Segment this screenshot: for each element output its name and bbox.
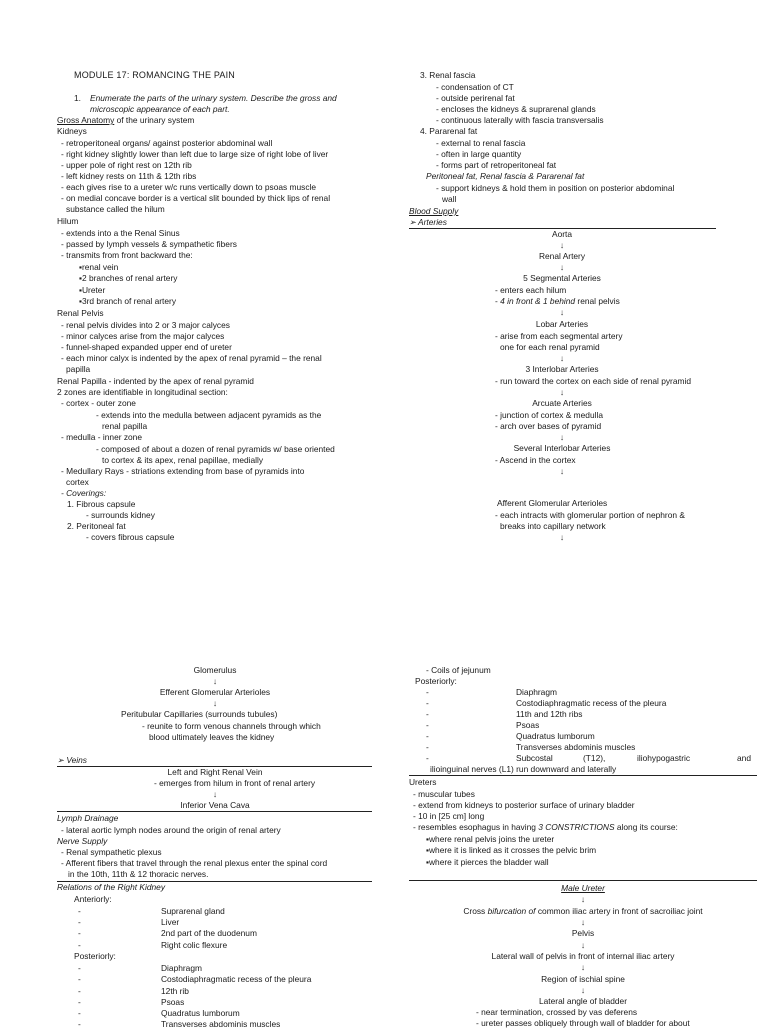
list-dash: - — [78, 906, 81, 916]
down-arrow-icon: ↓ — [559, 387, 565, 397]
renal-fascia-item: - continuous laterally with fascia transversalis — [436, 115, 604, 125]
arteries-label: Arteries — [418, 217, 447, 227]
peritoneal-fat-detail: - covers fibrous capsule — [86, 532, 175, 542]
subcostal-word: and — [737, 753, 751, 763]
fats-detail: wall — [442, 194, 457, 204]
list-dash: - — [426, 709, 429, 719]
male-ureter-divider — [409, 880, 757, 881]
veins-label: Veins — [66, 755, 87, 765]
list-dash: - — [426, 753, 429, 763]
inferior-vena-cava: Inferior Vena Cava — [180, 800, 250, 810]
hilum-bullet-text: Ureter — [81, 285, 106, 295]
pararenal-fat-item: - forms part of retroperitoneal fat — [436, 160, 557, 170]
down-arrow-icon: ↓ — [580, 940, 586, 950]
renal-pelvis-item: papilla — [66, 364, 91, 374]
gross-anatomy-label: Gross Anatomy — [57, 115, 115, 125]
fibrous-capsule-detail: - surrounds kidney — [86, 510, 155, 520]
medullary-rays: cortex — [66, 477, 89, 487]
list-dash: - — [78, 928, 81, 938]
pelvis: Pelvis — [571, 928, 595, 938]
gross-anatomy-rest: of the urinary system — [114, 115, 195, 125]
ant-item: Suprarenal gland — [161, 906, 225, 916]
down-arrow-icon: ↓ — [580, 962, 586, 972]
flow-renal-artery: Renal Artery — [538, 251, 586, 261]
list-dash: - — [426, 687, 429, 697]
hilum-bullet-text: 2 branches of renal artery — [81, 273, 178, 283]
flow-afferent-detail: breaks into capillary network — [500, 521, 606, 531]
medulla-detail: - composed of about a dozen of renal pyramids w/ base oriented — [96, 444, 335, 454]
kidneys-item: - retroperitoneal organs/ against posterior abdominal wall — [61, 138, 273, 148]
down-arrow-icon: ↓ — [559, 262, 565, 272]
ureter-item: - extend from kidneys to posterior surface of urinary bladder — [413, 800, 635, 810]
post-item: Costodiaphragmatic recess of the pleura — [161, 974, 312, 984]
list-dash: - — [78, 1008, 81, 1018]
down-arrow-icon: ↓ — [559, 532, 565, 542]
cortex-detail: renal papilla — [102, 421, 148, 431]
hilum-bullet: ▪Ureter — [79, 285, 106, 295]
constriction-text: where it is linked as it crosses the pelvic brim — [428, 845, 597, 855]
kidneys-item: substance called the hilum — [66, 204, 165, 214]
constriction-text: where it pierces the bladder wall — [428, 857, 549, 867]
module-title: MODULE 17: ROMANCING THE PAIN — [74, 70, 235, 80]
medulla-line: - medulla - inner zone — [61, 432, 142, 442]
list-dash: - — [78, 974, 81, 984]
cross-italic: bifurcation of — [487, 906, 536, 916]
renal-pelvis-item: - renal pelvis divides into 2 or 3 major calyces — [61, 320, 230, 330]
lateral-angle-bladder: Lateral angle of bladder — [538, 996, 627, 1006]
cortex-line: - cortex - outer zone — [61, 398, 136, 408]
nerve-detail: in the 10th, 11th & 12 thoracic nerves. — [68, 869, 209, 879]
flow-lobar: Lobar Arteries — [535, 319, 589, 329]
down-arrow-icon: ↓ — [559, 432, 565, 442]
kidneys-item: - left kidney rests on 11th & 12th ribs — [61, 171, 197, 181]
renal-fascia-item: - condensation of CT — [436, 82, 514, 92]
list-dash: - — [426, 742, 429, 752]
list-dash: - — [426, 720, 429, 730]
post-item: Transverses abdominis muscles — [161, 1019, 281, 1029]
hilum-bullet-text: renal vein — [81, 262, 119, 272]
renal-pelvis-item: - each minor calyx is indented by the apex of renal pyramid – the renal — [61, 353, 322, 363]
ivc-divider — [57, 811, 372, 812]
hilum-item: - extends into a the Renal Sinus — [61, 228, 180, 238]
coils-jejunum: - Coils of jejunum — [426, 665, 491, 675]
list-dash: - — [78, 997, 81, 1007]
kidneys-item: - on medial concave border is a vertical slit bounded by thick lips of renal — [61, 193, 331, 203]
kidneys-item: - each gives rise to a ureter w/c runs vertically down to psoas muscle — [61, 182, 317, 192]
nerve-heading: Nerve Supply — [57, 836, 108, 846]
list-dash: - — [426, 698, 429, 708]
efferent-arterioles: Efferent Glomerular Arterioles — [159, 687, 271, 697]
seg-italic: 4 in front & 1 behind — [500, 296, 576, 306]
posteriorly-label: Posteriorly: — [74, 951, 116, 961]
lateral-wall-pelvis: Lateral wall of pelvis in front of internal iliac artery — [491, 951, 675, 961]
renal-fascia-item: - encloses the kidneys & suprarenal glands — [436, 104, 596, 114]
hilum-bullet: ▪renal vein — [79, 262, 119, 272]
subcostal-continued: ilioinguinal nerves (L1) run downward and laterally — [430, 764, 617, 774]
flow-segmental-detail: - 4 in front & 1 behind renal pelvis — [495, 296, 620, 306]
fats-summary: Peritoneal fat, Renal fascia & Pararenal fat — [426, 171, 585, 181]
flow-several-interlobar: Several Interlobar Arteries — [513, 443, 611, 453]
question-number: 1. — [74, 93, 81, 103]
question-text: Enumerate the parts of the urinary system. Describe the gross and microscopic appearance of each part. — [90, 93, 337, 115]
arrow-bullet-icon: ➢ — [409, 217, 419, 227]
renal-pelvis-item: - minor calyces arise from the major calyces — [61, 331, 225, 341]
lymph-heading: Lymph Drainage — [57, 813, 119, 823]
flow-arcuate-detail: - arch over bases of pyramid — [495, 421, 602, 431]
glomerulus: Glomerulus — [193, 665, 237, 675]
down-arrow-icon: ↓ — [580, 917, 586, 927]
down-arrow-icon: ↓ — [212, 698, 218, 708]
flow-lobar-detail: - arise from each segmental artery — [495, 331, 623, 341]
post-item: 12th rib — [161, 986, 189, 996]
down-arrow-icon: ↓ — [559, 353, 565, 363]
hilum-bullet: ▪2 branches of renal artery — [79, 273, 178, 283]
down-arrow-icon: ↓ — [212, 676, 218, 686]
post-item: Psoas — [161, 997, 185, 1007]
renal-pelvis-heading: Renal Pelvis — [57, 308, 104, 318]
constriction-bullet: ▪where renal pelvis joins the ureter — [426, 834, 555, 844]
constriction-bullet: ▪where it pierces the bladder wall — [426, 857, 549, 867]
constrictions-line — [413, 822, 678, 833]
list-dash: - — [78, 917, 81, 927]
down-arrow-icon: ↓ — [559, 466, 565, 476]
medullary-rays: - Medullary Rays - striations extending from base of pyramids into — [61, 466, 305, 476]
post-item: Diaphragm — [516, 687, 557, 697]
kidneys-heading: Kidneys — [57, 126, 87, 136]
cross-bifurcation — [408, 906, 758, 917]
down-arrow-icon: ↓ — [559, 307, 565, 317]
renal-fascia-heading: 3. Renal fascia — [420, 70, 476, 80]
flow-arcuate: Arcuate Arteries — [532, 398, 592, 408]
peritubular-detail: blood ultimately leaves the kidney — [149, 732, 275, 742]
pararenal-fat-heading: 4. Pararenal fat — [420, 126, 478, 136]
ant-item: Right colic flexure — [161, 940, 228, 950]
anteriorly-label: Anteriorly: — [74, 894, 112, 904]
relations-heading: Relations of the Right Kidney — [57, 882, 166, 892]
flow-interlobar-detail: - run toward the cortex on each side of renal pyramid — [495, 376, 691, 386]
renal-vein: Left and Right Renal Vein — [167, 767, 263, 777]
subcostal-word: Subcostal — [516, 753, 553, 763]
seg-rest: renal pelvis — [575, 296, 620, 306]
hilum-item: - passed by lymph vessels & sympathetic fibers — [61, 239, 237, 249]
ant-item: Liver — [161, 917, 180, 927]
arrow-bullet-icon: ➢ — [57, 755, 67, 765]
lymph-detail: - lateral aortic lymph nodes around the origin of renal artery — [61, 825, 281, 835]
cross-pre: Cross — [463, 906, 488, 916]
cross-post: common iliac artery in front of sacroiliac joint — [535, 906, 703, 916]
peritubular-detail: - reunite to form venous channels through which — [142, 721, 321, 731]
post-item: Costodiaphragmatic recess of the pleura — [516, 698, 667, 708]
down-arrow-icon: ↓ — [212, 789, 218, 799]
ureter-passes: - ureter passes obliquely through wall of bladder for about — [476, 1018, 690, 1028]
flow-aorta: Aorta — [551, 229, 573, 239]
zones-intro: 2 zones are identifiable in longitudinal section: — [57, 387, 228, 397]
ant-item: 2nd part of the duodenum — [161, 928, 257, 938]
flow-lobar-detail: one for each renal pyramid — [500, 342, 600, 352]
pararenal-fat-item: - external to renal fascia — [436, 138, 526, 148]
ureters-divider — [409, 775, 757, 776]
flow-several-detail: - Ascend in the cortex — [495, 455, 576, 465]
post-item: 11th and 12th ribs — [516, 709, 583, 719]
down-arrow-icon: ↓ — [580, 894, 586, 904]
veins-heading — [57, 755, 87, 766]
flow-segmental: 5 Segmental Arteries — [523, 273, 601, 283]
hilum-bullet: ▪3rd branch of renal artery — [79, 296, 177, 306]
list-dash: - — [78, 986, 81, 996]
list-dash: - — [78, 1019, 81, 1029]
renal-pelvis-item: - funnel-shaped expanded upper end of ureter — [61, 342, 232, 352]
post-item: Transverses abdominis muscles — [516, 742, 636, 752]
nerve-detail: - Afferent fibers that travel through the renal plexus enter the spinal cord — [61, 858, 328, 868]
flow-arcuate-detail: - junction of cortex & medulla — [495, 410, 603, 420]
down-arrow-icon: ↓ — [559, 240, 565, 250]
pararenal-fat-item: - often in large quantity — [436, 149, 522, 159]
ureters-heading: Ureters — [409, 777, 437, 787]
post-item: Psoas — [516, 720, 540, 730]
down-arrow-icon: ↓ — [580, 985, 586, 995]
ureter-item: - muscular tubes — [413, 789, 475, 799]
hilum-item: - transmits from front backward the: — [61, 250, 193, 260]
hilum-heading: Hilum — [57, 216, 79, 226]
constriction-bullet: ▪where it is linked as it crosses the pelvic brim — [426, 845, 597, 855]
male-ureter-heading: Male Ureter — [561, 883, 605, 893]
medulla-detail: to cortex & its apex, renal papillae, medially — [102, 455, 264, 465]
list-dash: - — [78, 963, 81, 973]
renal-fascia-item: - outside perirenal fat — [436, 93, 515, 103]
constr-pre: - resembles esophagus in having — [413, 822, 539, 832]
kidneys-item: - upper pole of right rest on 12th rib — [61, 160, 192, 170]
posteriorly-label: Posteriorly: — [415, 676, 457, 686]
flow-afferent: Afferent Glomerular Arterioles — [497, 498, 608, 508]
post-item: Quadratus lumborum — [516, 731, 595, 741]
subcostal-word: iliohypogastric — [637, 753, 691, 763]
ureter-item: - 10 in [25 cm] long — [413, 811, 485, 821]
coverings-line: - Coverings: — [61, 488, 107, 498]
blood-supply-heading: Blood Supply — [409, 206, 459, 216]
nerve-detail: - Renal sympathetic plexus — [61, 847, 162, 857]
constr-post: along its course: — [614, 822, 678, 832]
kidneys-item: - right kidney slightly lower than left due to large size of right lobe of liver — [61, 149, 329, 159]
list-dash: - — [426, 731, 429, 741]
subcostal-word: (T12), — [583, 753, 606, 763]
cortex-detail: - extends into the medulla between adjacent pyramids as the — [96, 410, 322, 420]
fibrous-capsule: 1. Fibrous capsule — [67, 499, 136, 509]
post-item: Diaphragm — [161, 963, 202, 973]
list-dash: - — [78, 940, 81, 950]
gross-anatomy-heading — [57, 115, 194, 126]
fats-detail: - support kidneys & hold them in position on posterior abdominal — [436, 183, 675, 193]
flow-interlobar: 3 Interlobar Arteries — [525, 364, 599, 374]
peritubular-capillaries: Peritubular Capillaries (surrounds tubules) — [121, 709, 278, 719]
peritoneal-fat: 2. Peritoneal fat — [67, 521, 126, 531]
arteries-heading — [409, 217, 447, 228]
ischial-spine: Region of ischial spine — [541, 974, 625, 984]
constriction-text: where renal pelvis joins the ureter — [428, 834, 555, 844]
flow-segmental-detail: - enters each hilum — [495, 285, 567, 295]
hilum-bullet-text: 3rd branch of renal artery — [81, 296, 177, 306]
near-termination: - near termination, crossed by vas deferens — [476, 1007, 638, 1017]
renal-vein-detail: - emerges from hilum in front of renal artery — [154, 778, 316, 788]
flow-afferent-detail: - each intracts with glomerular portion of nephron & — [495, 510, 685, 520]
renal-papilla-line: Renal Papilla - indented by the apex of renal pyramid — [57, 376, 254, 386]
post-item: Quadratus lumborum — [161, 1008, 240, 1018]
constr-italic: 3 CONSTRICTIONS — [538, 822, 615, 832]
